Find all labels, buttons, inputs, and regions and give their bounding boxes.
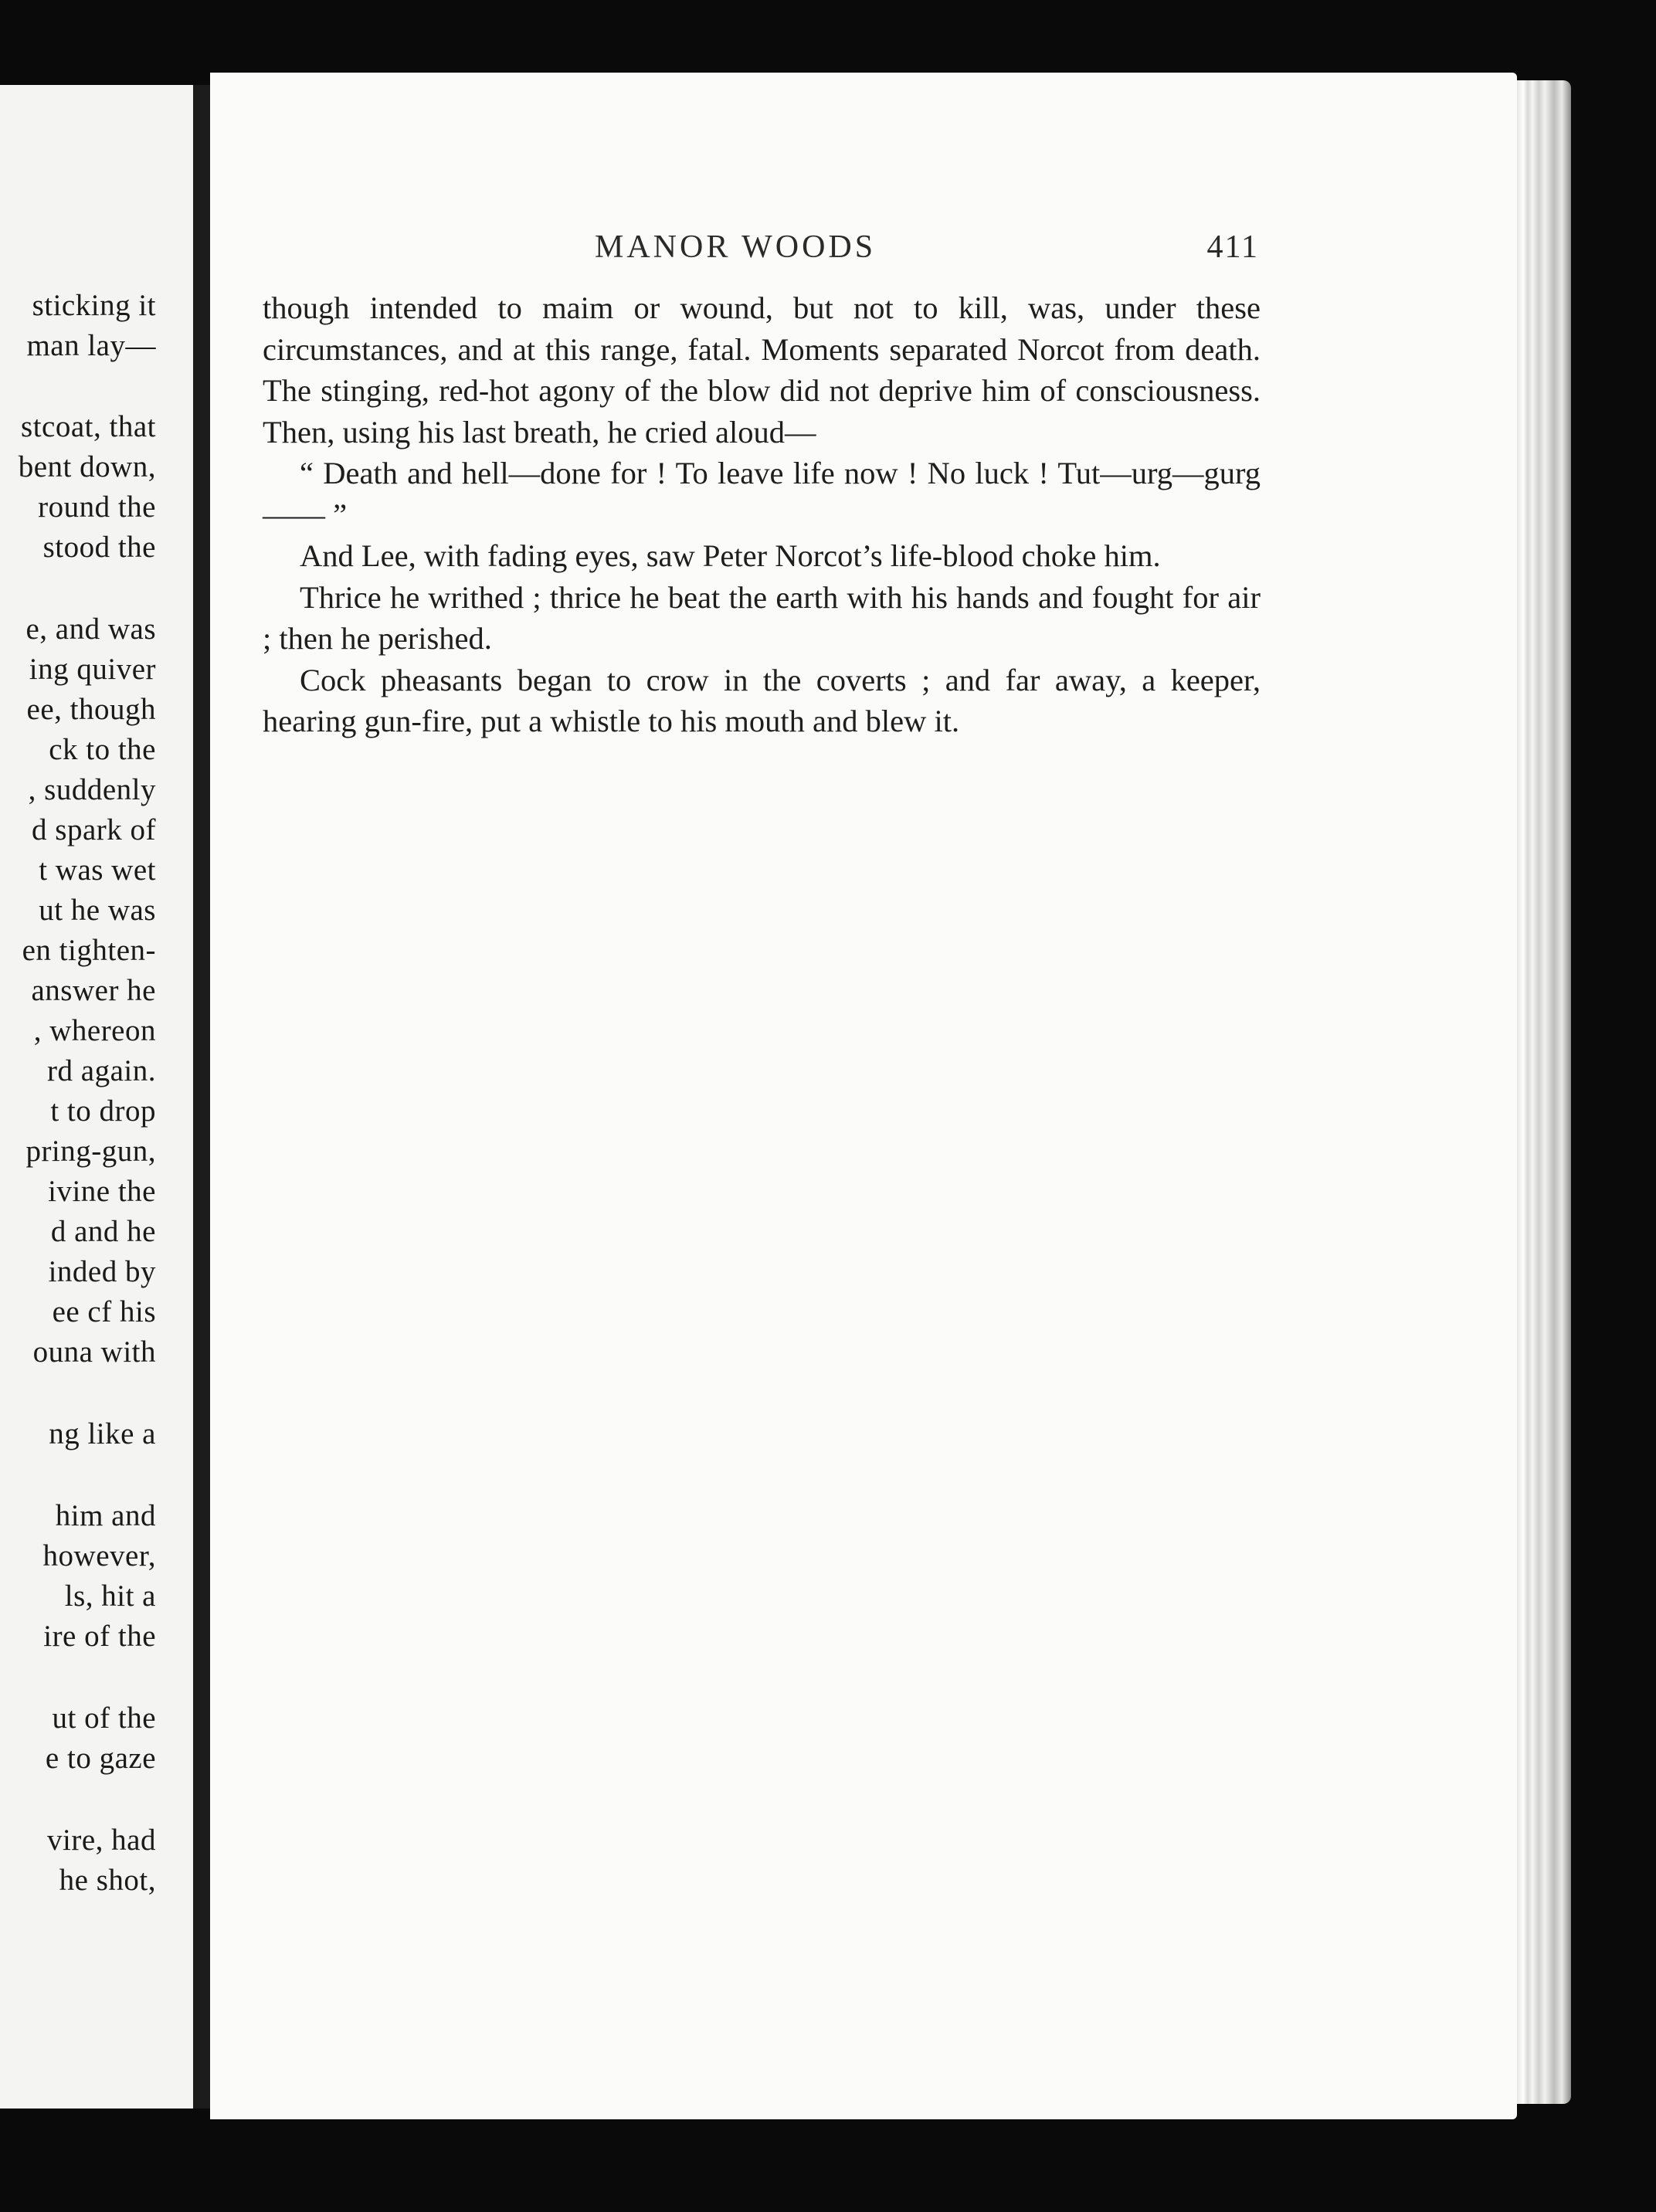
left-line: ire of the <box>43 1620 156 1653</box>
left-line: t to drop <box>50 1094 156 1128</box>
left-line: ck to the <box>49 733 156 766</box>
left-line: ut he was <box>39 894 156 927</box>
left-line: ng like a <box>49 1417 156 1450</box>
paragraph: Cock pheasants began to crow in the coverts ; and far away, a keeper, hearing gun-fire, put a whistle to his mouth and blew it. <box>263 662 1261 738</box>
paragraph: “ Death and hell—done for ! To leave life now ! No luck ! Tut—urg—gurg—— ” <box>263 456 1261 532</box>
book-gutter <box>193 85 210 2109</box>
left-line: , suddenly <box>28 773 156 806</box>
left-line: vire, had <box>47 1824 156 1857</box>
left-line: t was wet <box>39 853 156 887</box>
left-line: ee, though <box>26 693 156 726</box>
left-line: ivine the <box>48 1175 156 1208</box>
left-line: sticking it <box>32 289 156 322</box>
left-line: however, <box>42 1539 156 1572</box>
left-line: e to gaze <box>45 1742 156 1775</box>
left-line: d spark of <box>32 813 156 846</box>
left-line: round the <box>38 490 156 524</box>
page-edges <box>1517 80 1571 2104</box>
body-text <box>263 287 1261 742</box>
page-number: 411 <box>1206 229 1259 265</box>
left-line: answer he <box>31 974 156 1007</box>
previous-page-fragment <box>0 85 193 2109</box>
left-line: rd again. <box>47 1054 156 1087</box>
left-line: bent down, <box>18 450 156 483</box>
page-header <box>263 229 1259 272</box>
left-line: e, and was <box>25 612 156 646</box>
left-line: ee cf his <box>52 1295 156 1328</box>
left-line: pring-gun, <box>25 1135 156 1168</box>
left-line: en tighten- <box>22 934 156 967</box>
left-line: inded by <box>48 1255 156 1288</box>
left-line: stood the <box>42 531 156 564</box>
left-line: man lay— <box>26 329 156 362</box>
paragraph: though intended to maim or wound, but not to kill, was, under these circumstances, and at this range, fatal. Moments separated Norcot from death. The stinging, red-hot agony of the blow did not deprive him of consciousness. Then, using his last breath, he cried aloud— <box>263 290 1261 450</box>
left-line: ouna with <box>32 1335 156 1369</box>
left-line: stcoat, that <box>21 410 156 443</box>
paragraph: Thrice he writhed ; thrice he beat the earth with his hands and fought for air ; then he perished. <box>263 579 1261 656</box>
left-line: he shot, <box>59 1864 156 1897</box>
running-head: MANOR WOODS <box>595 229 877 265</box>
left-line: ing quiver <box>29 653 156 686</box>
paragraph: And Lee, with fading eyes, saw Peter Norcot’s life-blood choke him. <box>300 538 1161 573</box>
left-line: ut of the <box>52 1701 156 1735</box>
left-line: , whereon <box>33 1014 156 1047</box>
left-line: d and he <box>50 1215 156 1248</box>
left-line: him and <box>55 1499 156 1532</box>
left-line: ls, hit a <box>64 1579 156 1613</box>
